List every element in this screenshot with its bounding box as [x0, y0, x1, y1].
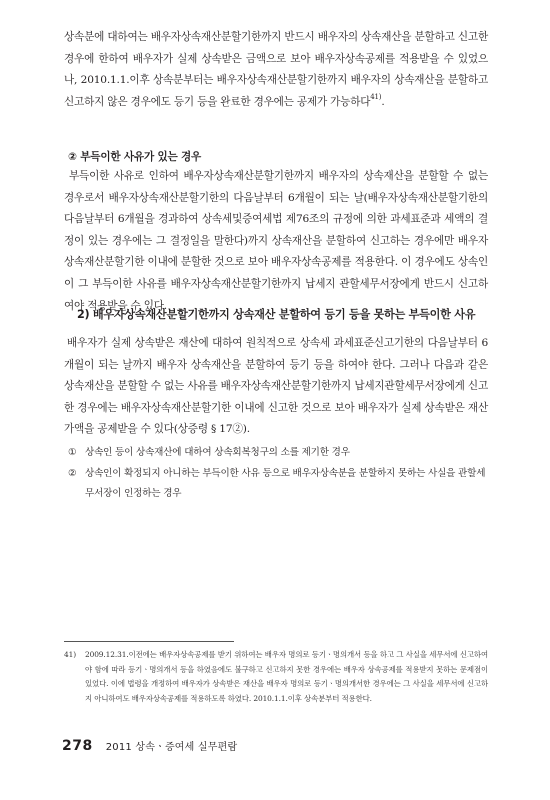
list-item — [68, 464, 488, 505]
footnote-item — [64, 648, 488, 706]
subheading-unavoidable-reason: ② 부득이한 사유가 있는 경우 — [68, 151, 202, 163]
footnote-reference: 41) — [370, 92, 382, 101]
reason-list — [68, 443, 488, 505]
list-item-number: ① — [68, 447, 77, 458]
footnote-text: 2009.12.31.이전에는 배우자상속공제를 받기 위하여는 배우자 명의로 등기ㆍ명의개서 등을 하고 그 사실을 세무서에 신고하여야 함에 따라 등기ㆍ명의개서 등을 하였음에도 불구하고 신고하지 못한 경우에는 배우자 상속공제를 적용받지 못하는 문제점이 있었다. 이에 법령을 개정하여 배우자가 상속받은 재산을 배우자 명의로 등기ㆍ명의개서한 경우에는 그 사실을 세무서에 신고하지 아니하여도 배우자상속공제를 적용하도록 하였다. 2010.1.1.이후 상속분부터 적용한다. — [85, 650, 488, 703]
paragraph-unavoidable-reason: 부득이한 사유로 인하여 배우자상속재산분할기한까지 배우자의 상속재산을 분할할 수 없는 경우로서 배우자상속재산분할기한의 다음날부터 6개월이 되는 날(배우자상속재산분할기한의 다음날부터 6개월을 경과하여 상속세및증여세법 제76조의 규정에 의한 과세표준과 세액의 결정이 있는 경우에는 그 결정일을 말한다)까지 상속재산을 분할하여 신고하는 경우에만 배우자상속재산분할기한 이내에 분할한 것으로 보아 배우자상속공제를 적용한다. 이 경우에도 상속인이 그 부득이한 사유를 배우자상속재산분할기한까지 납세지 관할세무서장에게 반드시 신고하여야 적용받을 수 있다. — [64, 170, 488, 312]
paragraph-division-deadline: 배우자가 실제 상속받은 재산에 대하여 원칙적으로 상속세 과세표준신고기한의 다음날부터 6개월이 되는 날까지 배우자 상속재산을 분할하여 등기 등을 하여야 한다. 그러나 다음과 같은 상속재산을 분할할 수 없는 사유를 배우자상속재산분할기한까지 납세지관할세무서장에게 신고한 경우에는 배우자상속재산분할기한 이내에 신고한 것으로 보아 배우자가 실제 상속받은 재산가액을 공제받을 수 있다(상증령 § 17②). — [64, 337, 488, 436]
page-footer — [62, 738, 237, 754]
footnote-number: 41) — [64, 650, 76, 659]
list-item-number: ② — [68, 467, 77, 479]
list-item-text: 상속인 등이 상속재산에 대하여 상속회복청구의 소를 제기한 경우 — [85, 447, 350, 458]
list-item — [68, 443, 488, 464]
paragraph-spouse-inheritance-deduction — [64, 27, 488, 113]
footnote-divider — [64, 641, 234, 642]
book-title: 2011 상속ㆍ증여세 실무편람 — [105, 742, 238, 753]
list-item-text: 상속인이 확정되지 아니하는 부득이한 사유 등으로 배우자상속분을 분할하지 못하는 사실을 관할세무서장이 인정하는 경우 — [85, 467, 486, 499]
paragraph-text: 상속분에 대하여는 배우자상속재산분할기한까지 반드시 배우자의 상속재산을 분할하고 신고한 경우에 한하여 배우자가 실제 상속받은 금액으로 보아 배우자상속공제를 적용받을 수 있었으나, 2010.1.1.이후 상속분부터는 배우자상속재산분할기한까지 배우자의 상속재산을 분할하고 신고하지 않은 경우에도 등기 등을 완료한 경우에는 공제가 가능하다 — [64, 31, 488, 108]
paragraph-end-mark: . — [381, 95, 385, 108]
section-heading: 2) 배우자상속재산분할기한까지 상속재산 분할하여 등기 등을 못하는 부득이한 사유 — [77, 308, 476, 321]
footnote — [64, 648, 488, 706]
page-number: 278 — [62, 738, 93, 754]
